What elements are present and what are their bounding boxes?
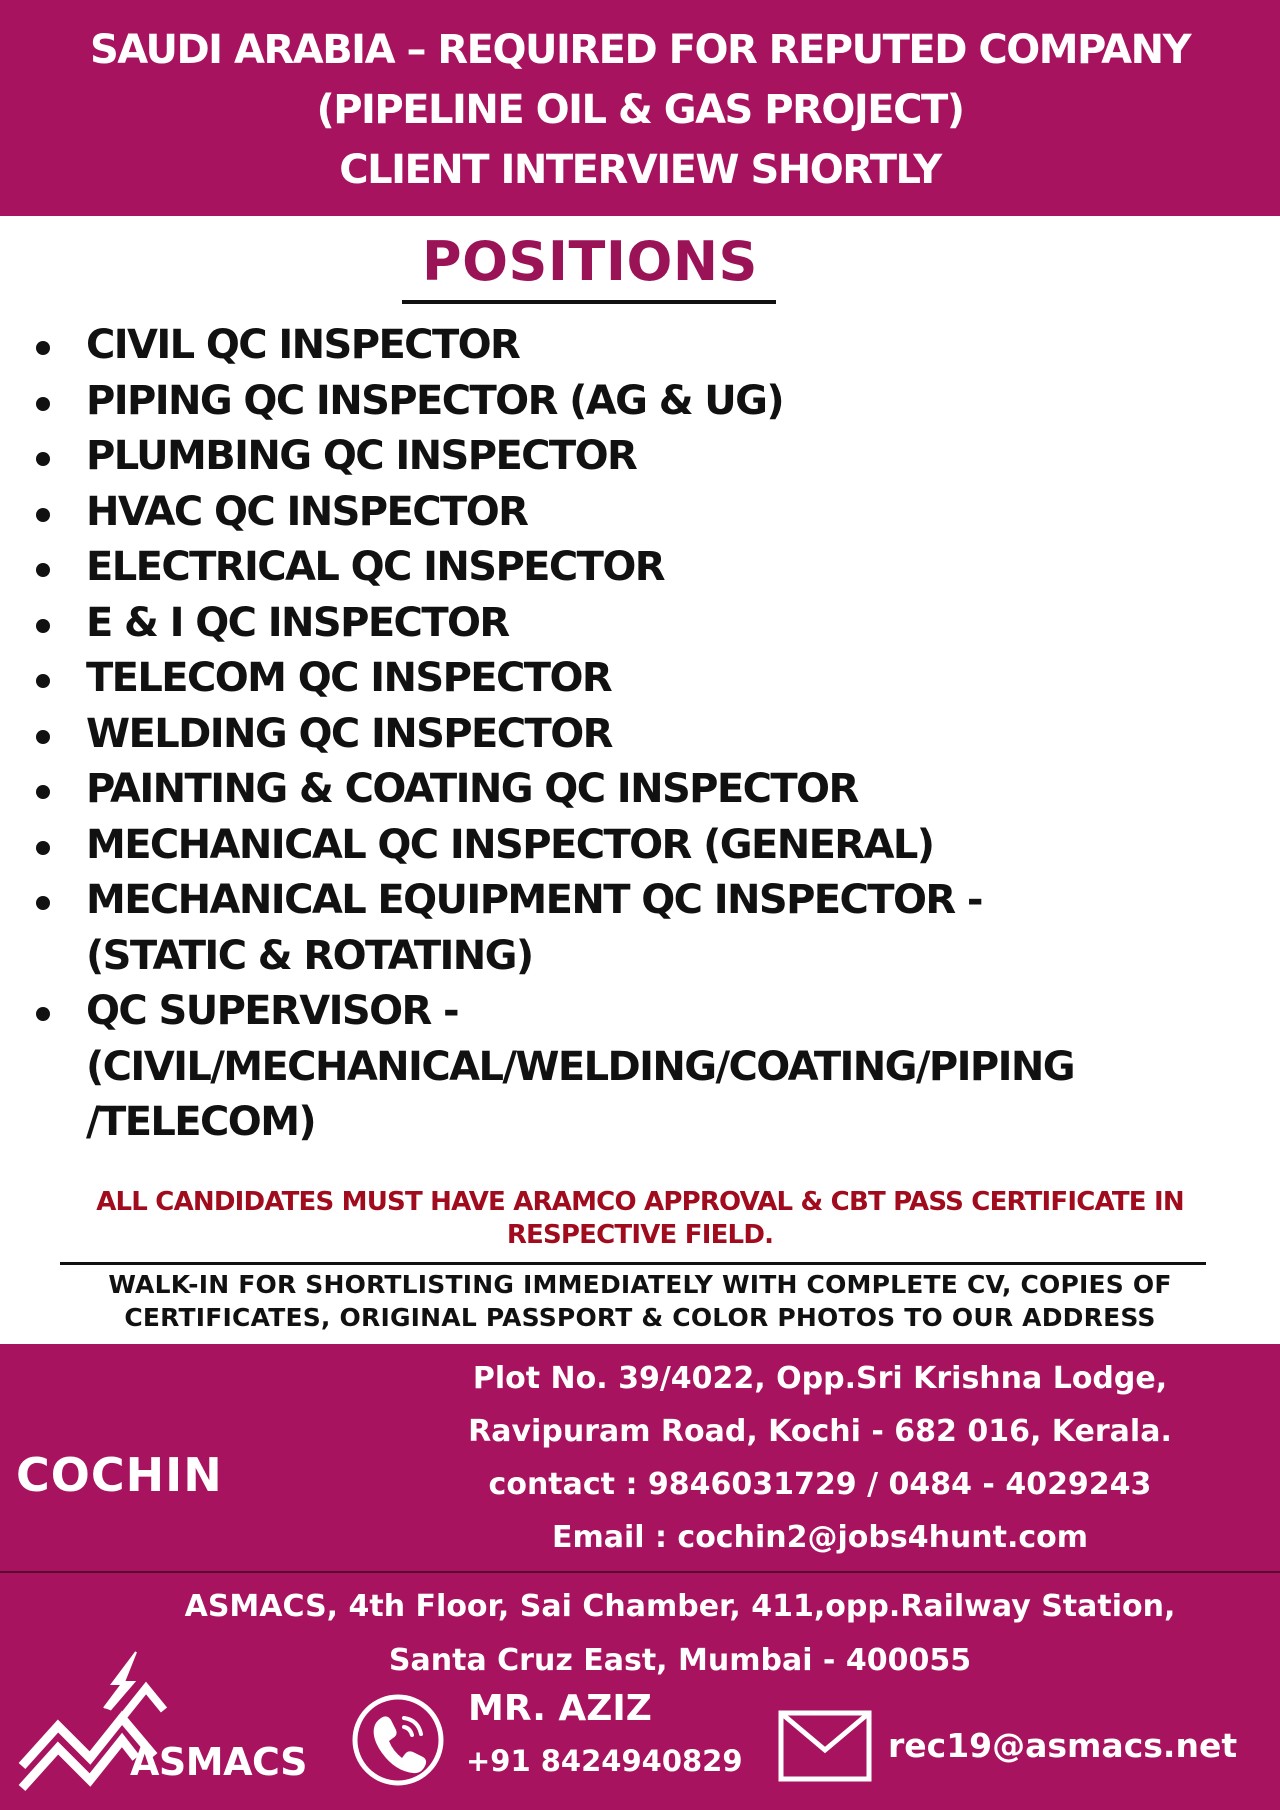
position-item xyxy=(30,818,1270,874)
bullet-icon xyxy=(36,397,50,411)
position-line: ELECTRICAL QC INSPECTOR xyxy=(86,544,664,590)
bullet-icon xyxy=(36,896,50,910)
walkin-line: WALK-IN FOR SHORTLISTING IMMEDIATELY WITH COMPLETE CV, COPIES OF xyxy=(108,1270,1172,1299)
mumbai-address-line: Santa Cruz East, Mumbai - 400055 xyxy=(388,1643,972,1678)
positions-title: POSITIONS xyxy=(422,230,758,293)
notice-divider xyxy=(60,1262,1206,1265)
position-item xyxy=(30,596,1270,652)
notice-line: ALL CANDIDATES MUST HAVE ARAMCO APPROVAL & CBT PASS CERTIFICATE IN xyxy=(96,1187,1184,1217)
position-line: MECHANICAL QC INSPECTOR (GENERAL) xyxy=(86,821,934,868)
position-item xyxy=(30,318,1270,374)
header-line-2: (PIPELINE OIL & GAS PROJECT) xyxy=(316,87,964,133)
bullet-icon xyxy=(36,563,50,577)
position-line: HVAC QC INSPECTOR xyxy=(86,488,528,535)
position-item xyxy=(30,429,1270,485)
cochin-contact[interactable]: contact : 9846031729 / 0484 - 4029243 xyxy=(488,1467,1152,1502)
bullet-icon xyxy=(36,1007,50,1021)
header-line-1: SAUDI ARABIA – REQUIRED FOR REPUTED COMPANY xyxy=(89,27,1191,73)
position-line: CIVIL QC INSPECTOR xyxy=(86,322,520,368)
position-line: MECHANICAL EQUIPMENT QC INSPECTOR - xyxy=(86,877,982,923)
position-line: QC SUPERVISOR - xyxy=(86,988,458,1034)
asmacs-logo-text: ASMACS xyxy=(130,1740,307,1784)
position-line: (STATIC & ROTATING) xyxy=(86,932,533,979)
position-line: PIPING QC INSPECTOR (AG & UG) xyxy=(86,377,784,424)
position-line: /TELECOM) xyxy=(86,1099,316,1145)
bullet-icon xyxy=(36,341,50,355)
cochin-label: COCHIN xyxy=(16,1448,223,1502)
position-line: E & I QC INSPECTOR xyxy=(86,599,509,646)
header-line-3: CLIENT INTERVIEW SHORTLY xyxy=(339,147,941,193)
position-line: (CIVIL/MECHANICAL/WELDING/COATING/PIPING xyxy=(86,1043,1075,1090)
bullet-icon xyxy=(36,674,50,688)
bullet-icon xyxy=(36,730,50,744)
position-line: PAINTING & COATING QC INSPECTOR xyxy=(86,766,858,812)
contact-name: MR. AZIZ xyxy=(468,1688,652,1729)
position-line: WELDING QC INSPECTOR xyxy=(86,710,612,757)
bullet-icon xyxy=(36,619,50,633)
positions-title-underline xyxy=(402,300,776,304)
bullet-icon xyxy=(36,452,50,466)
notice-line: RESPECTIVE FIELD. xyxy=(506,1220,774,1250)
cochin-address-line: Plot No. 39/4022, Opp.Sri Krishna Lodge, xyxy=(472,1361,1168,1396)
aramco-notice xyxy=(0,1186,1280,1252)
position-item xyxy=(30,873,1270,984)
positions-list xyxy=(30,318,1270,1151)
bullet-icon xyxy=(36,841,50,855)
cochin-email[interactable]: Email : cochin2@jobs4hunt.com xyxy=(551,1520,1089,1555)
position-line: TELECOM QC INSPECTOR xyxy=(86,655,612,701)
mail-icon[interactable] xyxy=(778,1710,872,1782)
cochin-address-line: Ravipuram Road, Kochi - 682 016, Kerala. xyxy=(468,1414,1172,1449)
position-item xyxy=(30,485,1270,541)
bullet-icon xyxy=(36,508,50,522)
position-item xyxy=(30,374,1270,430)
phone-icon[interactable] xyxy=(350,1692,446,1788)
position-item xyxy=(30,707,1270,763)
header-banner xyxy=(0,0,1280,216)
position-line: PLUMBING QC INSPECTOR xyxy=(86,433,637,479)
walkin-line: CERTIFICATES, ORIGINAL PASSPORT & COLOR PHOTOS TO OUR ADDRESS xyxy=(124,1303,1156,1332)
position-item xyxy=(30,762,1270,818)
bullet-icon xyxy=(36,785,50,799)
position-item xyxy=(30,651,1270,707)
cochin-address xyxy=(420,1352,1220,1564)
contact-phone[interactable]: +91 8424940829 xyxy=(466,1744,743,1778)
contact-email[interactable]: rec19@asmacs.net xyxy=(888,1726,1238,1765)
walkin-instructions xyxy=(0,1268,1280,1334)
mumbai-address-line: ASMACS, 4th Floor, Sai Chamber, 411,opp.Railway Station, xyxy=(184,1589,1176,1624)
position-item xyxy=(30,984,1270,1151)
position-item xyxy=(30,540,1270,596)
